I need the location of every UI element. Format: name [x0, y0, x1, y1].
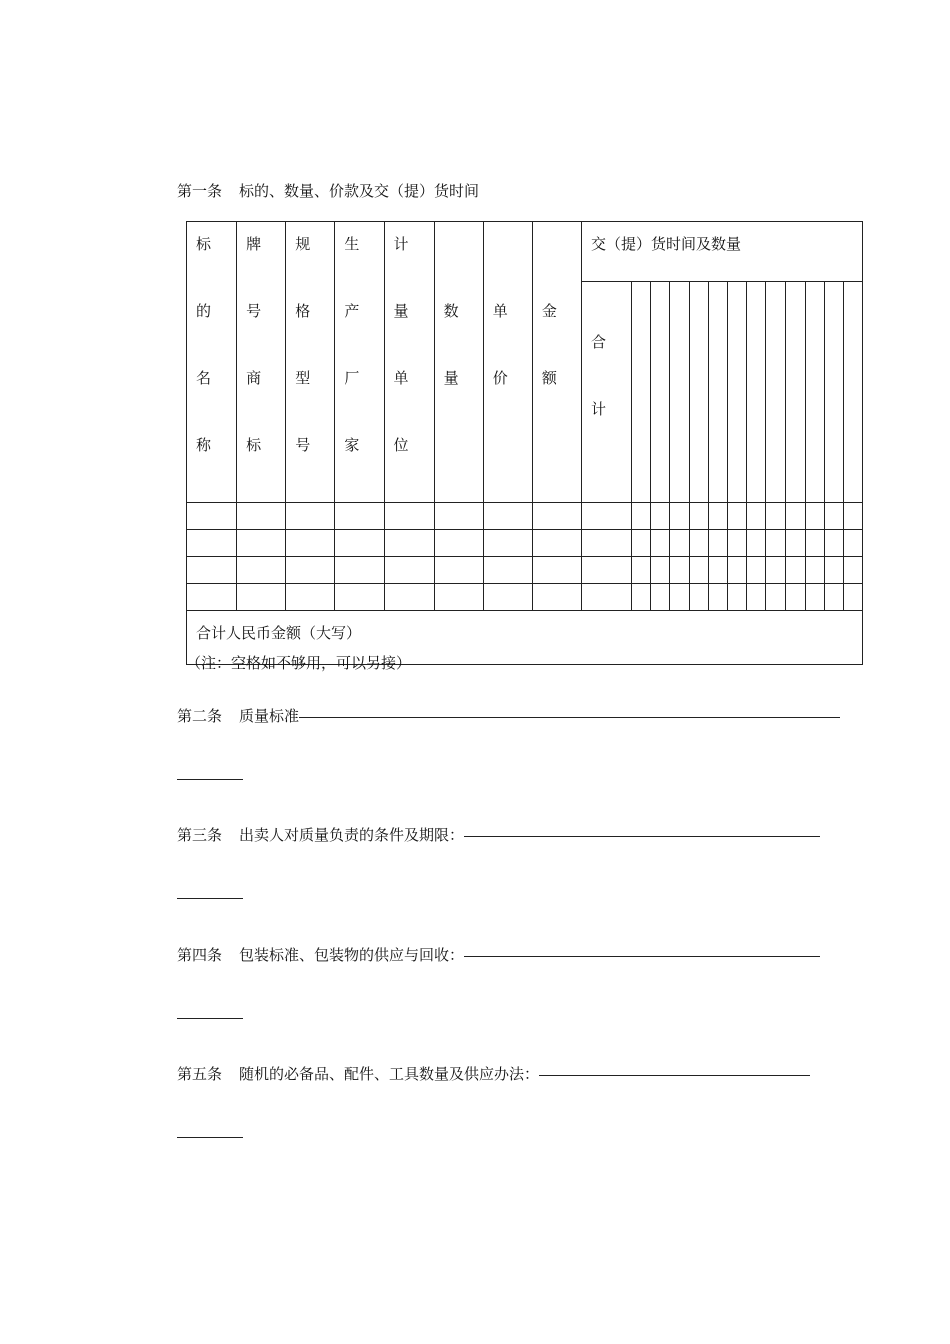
article-5-number: 第五条 — [177, 1065, 223, 1083]
article-2-title: 质量标准 — [239, 707, 300, 725]
delivery-header: 交（提）货时间及数量 — [582, 222, 863, 282]
col-unit: 计 量 单 位 — [384, 222, 434, 503]
article-3-continuation — [177, 887, 243, 907]
article-2-heading — [177, 706, 840, 726]
article-1-title: 标的、数量、价款及交（提）货时间 — [239, 182, 480, 200]
article-2-number: 第二条 — [177, 707, 223, 725]
table-note: （注：空格如不够用，可以另接） — [186, 654, 412, 672]
delivery-cell — [747, 281, 766, 502]
col-subtotal: 合 计 — [582, 281, 632, 502]
article-1-heading — [177, 181, 479, 201]
article-3-heading — [177, 825, 820, 845]
article-1-number: 第一条 — [177, 182, 223, 200]
delivery-cell — [670, 281, 690, 502]
col-unit-price: 单 价 — [483, 222, 532, 503]
article-2-continuation — [177, 768, 243, 788]
delivery-cell — [766, 281, 785, 502]
article-5-continuation — [177, 1126, 243, 1146]
article-5-title: 随机的必备品、配件、工具数量及供应办法： — [239, 1065, 540, 1083]
delivery-cell — [632, 281, 651, 502]
col-manufacturer: 生 产 厂 家 — [335, 222, 384, 503]
goods-table — [186, 221, 863, 665]
article-4-title: 包装标准、包装物的供应与回收： — [239, 946, 465, 964]
article-5-heading — [177, 1064, 810, 1084]
delivery-cell — [785, 281, 805, 502]
delivery-cell — [728, 281, 747, 502]
table-row — [187, 503, 863, 530]
article-4-continuation — [177, 1007, 243, 1027]
delivery-cell — [824, 281, 843, 502]
col-spec: 规 格 型 号 — [286, 222, 335, 503]
table-row — [187, 530, 863, 557]
article-4-number: 第四条 — [177, 946, 223, 964]
total-rmb-row: 合计人民币金额（大写） — [187, 611, 863, 665]
article-3-number: 第三条 — [177, 826, 223, 844]
table-row — [187, 584, 863, 611]
delivery-cell — [843, 281, 862, 502]
col-quantity: 数 量 — [434, 222, 483, 503]
delivery-cell — [805, 281, 824, 502]
col-name: 标 的 名 称 — [187, 222, 237, 503]
article-4-heading — [177, 945, 820, 965]
article-3-title: 出卖人对质量负责的条件及期限： — [239, 826, 465, 844]
delivery-cell — [709, 281, 728, 502]
table-row — [187, 557, 863, 584]
col-amount: 金 额 — [532, 222, 581, 503]
delivery-cell — [690, 281, 709, 502]
col-brand: 牌 号 商 标 — [237, 222, 286, 503]
delivery-cell — [651, 281, 670, 502]
